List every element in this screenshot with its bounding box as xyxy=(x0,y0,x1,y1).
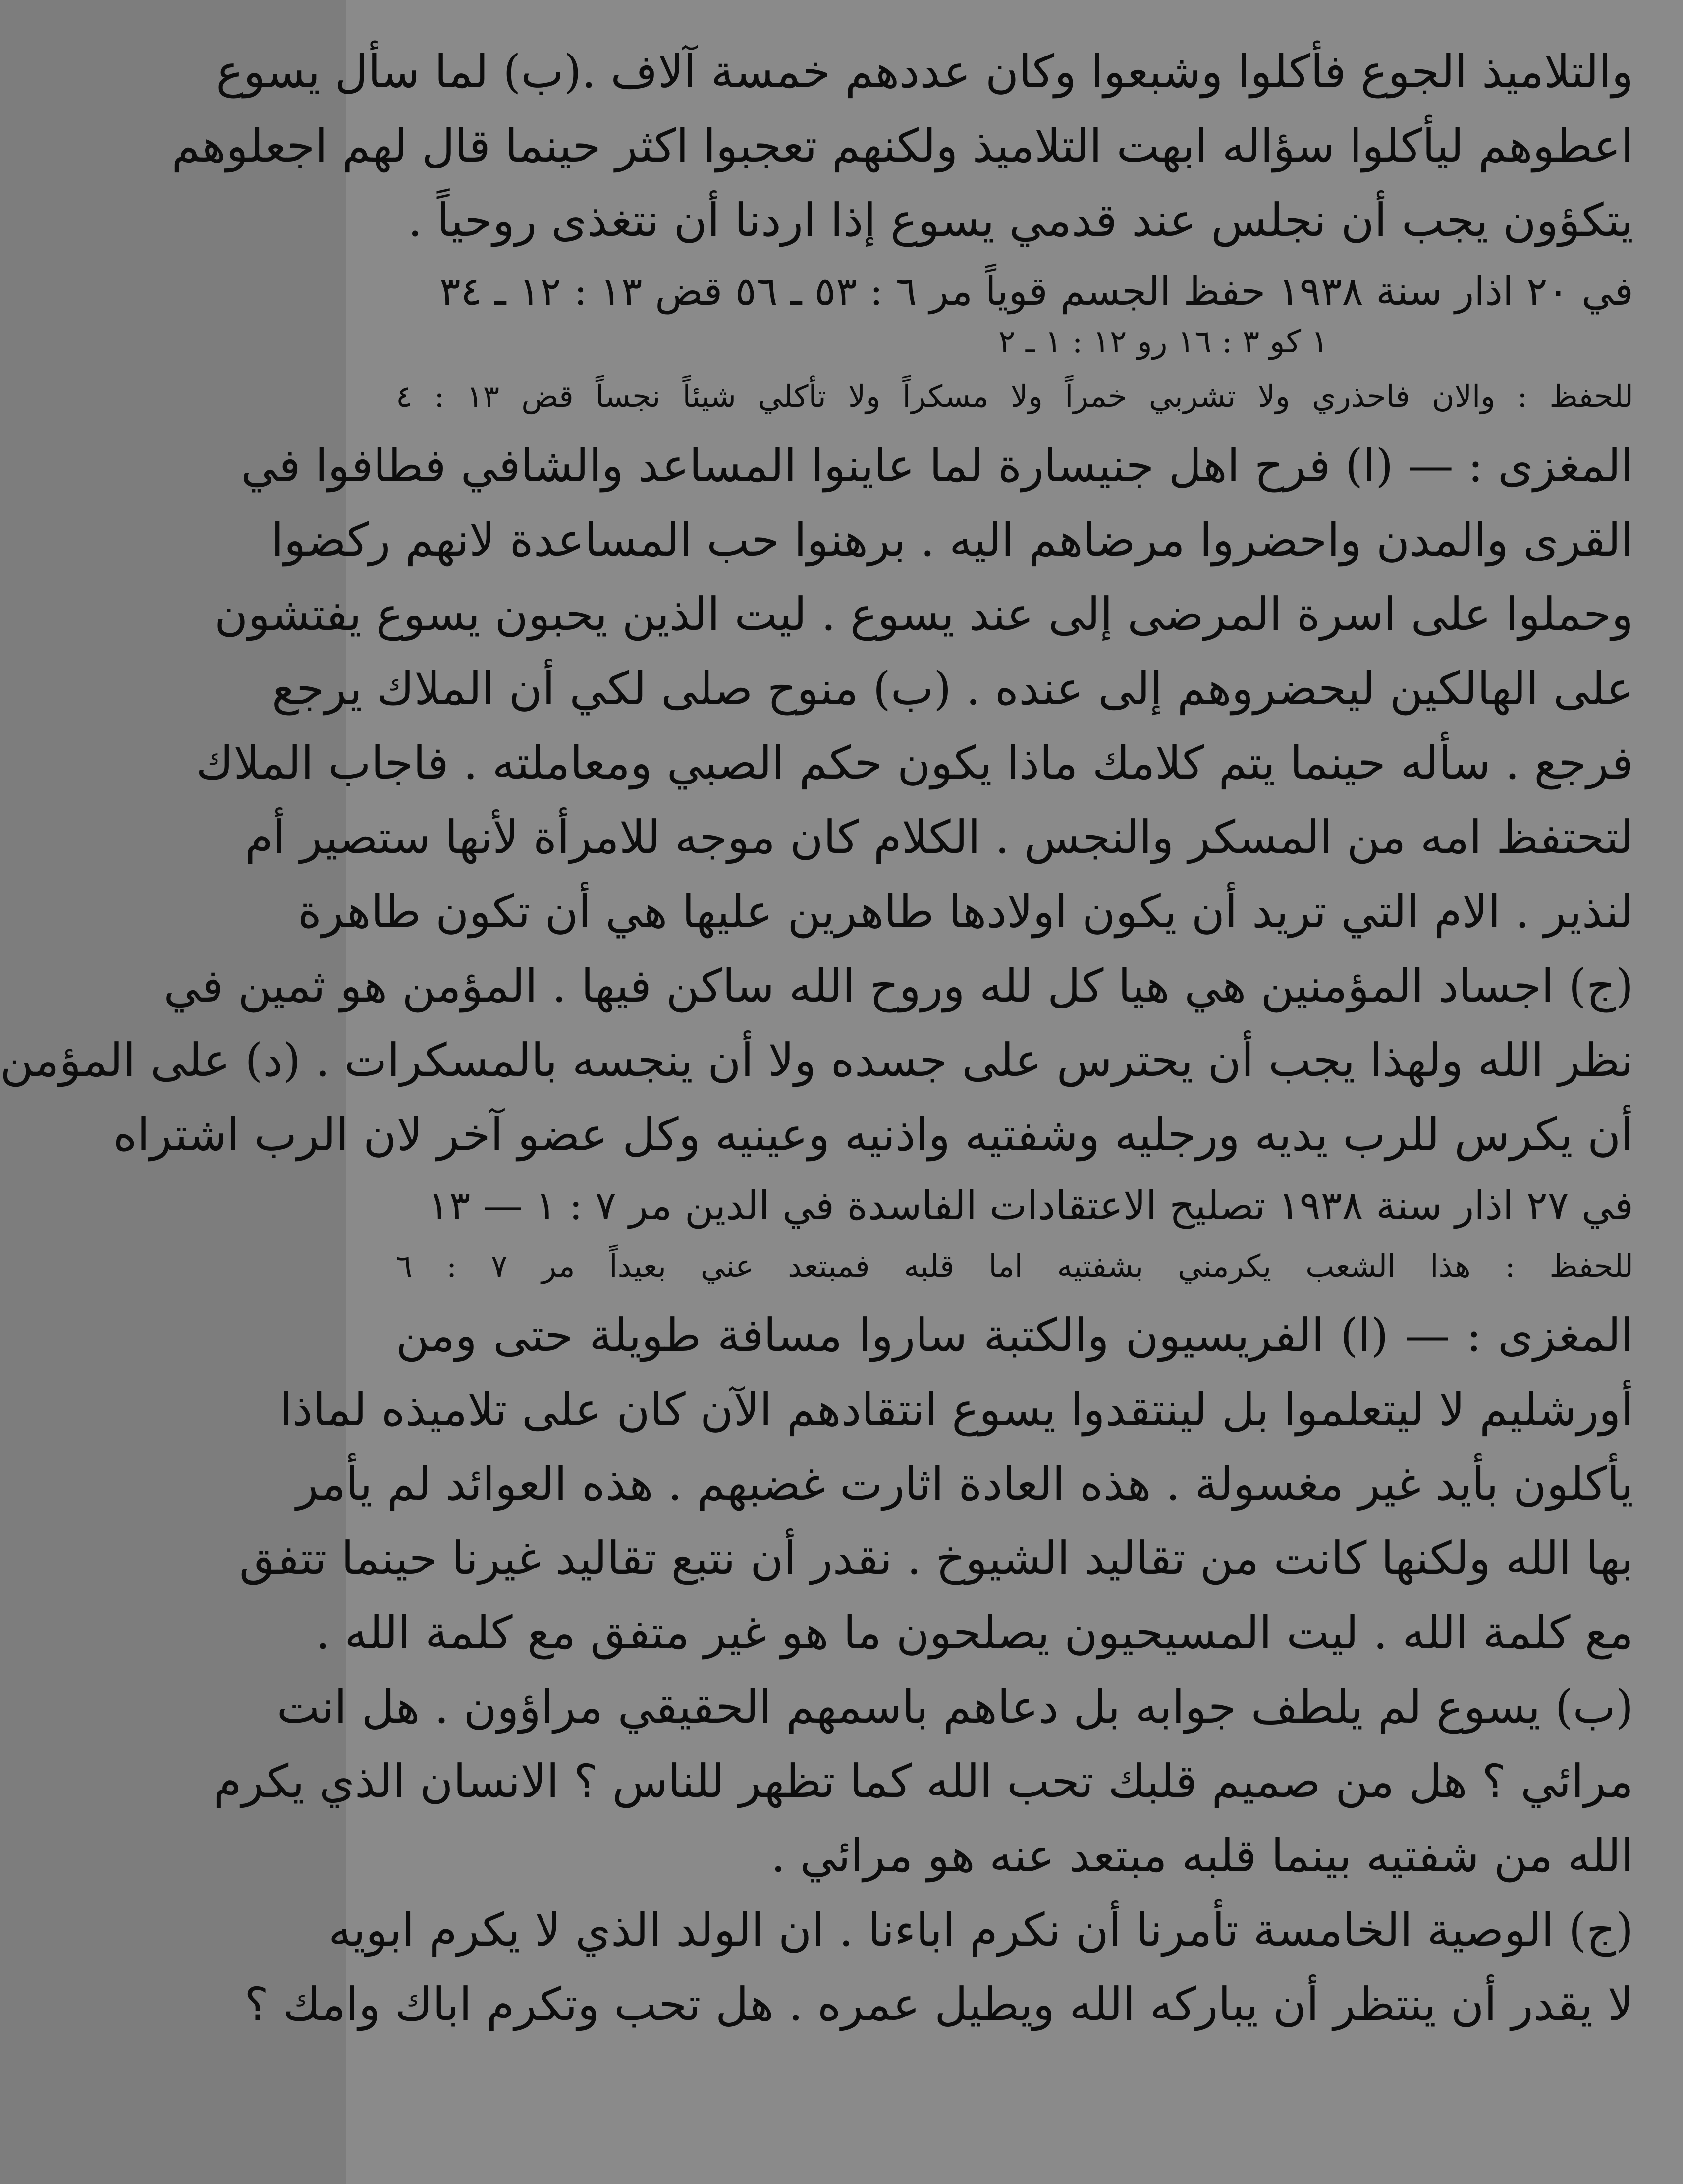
text-line: أورشليم لا ليتعلموا بل لينتقدوا يسوع انتقادهم الآن كان على تلاميذه لماذا xyxy=(279,1383,1633,1436)
text-line: المغزى : — (ا) فرح اهل جنيسارة لما عاينوا المساعد والشافي فطافوا في xyxy=(241,439,1633,492)
text-line: يأكلون بأيد غير مغسولة . هذه العادة اثارت غضبهم . هذه العوائد لم يأمر xyxy=(296,1457,1633,1511)
lesson-march-27 xyxy=(213,1177,1633,2042)
text-line: المغزى : — (ا) الفريسيون والكتبة ساروا مسافة طويلة حتى ومن xyxy=(396,1309,1633,1362)
text-line: والتلاميذ الجوع فأكلوا وشبعوا وكان عددهم خمسة آلاف .(ب) لما سأل يسوع xyxy=(216,45,1633,98)
text-line: مرائي ؟ هل من صميم قلبك تحب الله كما تظهر للناس ؟ الانسان الذي يكرم xyxy=(213,1755,1633,1808)
text-line: على الهالكين ليحضروهم إلى عنده . (ب) منوح صلى لكي أن الملاك يرجع xyxy=(271,662,1633,715)
text-line: (ب) يسوع لم يلطف جوابه بل دعاهم باسمهم الحقيقي مراؤون . هل انت xyxy=(276,1680,1633,1734)
text-line: (ج) الوصية الخامسة تأمرنا أن نكرم اباءنا . ان الولد الذي لا يكرم ابويه xyxy=(328,1904,1633,1957)
memory-verse: للحفظ : هذا الشعب يكرمني بشفتيه اما قلبه فمبتعد عني بعيداً مر ٧ : ٦ xyxy=(396,1248,1633,1284)
memory-verse: للحفظ : والان فاحذري ولا تشربي خمراً ولا مسكراً ولا تأكلي شيئاً نجساً قض ١٣ : ٤ xyxy=(396,378,1633,414)
text-line: أن يكرس للرب يديه ورجليه وشفتيه واذنيه وعينيه وكل عضو آخر لان الرب اشتراه xyxy=(113,1108,1633,1161)
lesson-march-20 xyxy=(0,263,1633,1172)
section-continuation xyxy=(171,35,1633,258)
lesson-reference: في ٢٧ اذار سنة ١٩٣٨ تصليح الاعتقادات الفاسدة في الدين مر ٧ : ١ — ١٣ xyxy=(428,1182,1633,1229)
text-line: يتكؤون يجب أن نجلس عند قدمي يسوع إذا اردنا أن نتغذى روحياً . xyxy=(408,194,1633,247)
text-line: وحملوا على اسرة المرضى إلى عند يسوع . ليت الذين يحبون يسوع يفتشون xyxy=(214,588,1633,641)
text-line: (ج) اجساد المؤمنين هي هيا كل لله وروح الله ساكن فيها . المؤمن هو ثمين في xyxy=(163,959,1633,1012)
text-line: مع كلمة الله . ليت المسيحيون يصلحون ما هو غير متفق مع كلمة الله . xyxy=(315,1606,1633,1659)
text-line: فرجع . سأله حينما يتم كلامك ماذا يكون حكم الصبي ومعاملته . فاجاب الملاك xyxy=(196,736,1633,789)
text-line: بها الله ولكنها كانت من تقاليد الشيوخ . نقدر أن نتبع تقاليد غيرنا حينما تتفق xyxy=(239,1532,1633,1585)
text-line: القرى والمدن واحضروا مرضاهم اليه . برهنوا حب المساعدة لانهم ركضوا xyxy=(271,513,1633,566)
text-line: لا يقدر أن ينتظر أن يباركه الله ويطيل عمره . هل تحب وتكرم اباك وامك ؟ xyxy=(244,1978,1633,2031)
text-line: اعطوهم ليأكلوا سؤاله ابهت التلاميذ ولكنهم تعجبوا اكثر حينما قال لهم اجعلوهم xyxy=(171,119,1633,172)
text-line: لتحتفظ امه من المسكر والنجس . الكلام كان موجه للامرأة لأنها ستصير أم xyxy=(245,811,1633,864)
lesson-reference: في ٢٠ اذار سنة ١٩٣٨ حفظ الجسم قوياً مر ٦ : ٥٣ ـ ٥٦ قض ١٣ : ١٢ ـ ٣٤ xyxy=(439,268,1633,314)
text-line: الله من شفتيه بينما قلبه مبتعد عنه هو مرائي . xyxy=(771,1829,1633,1882)
text-line: لنذير . الام التي تريد أن يكون اولادها طاهرين عليها هي أن تكون طاهرة xyxy=(297,885,1633,938)
lesson-reference-extra: ١ كو ٣ : ١٦ رو ١٢ : ١ ـ ٢ xyxy=(998,324,1328,360)
text-line: نظر الله ولهذا يجب أن يحترس على جسده ولا أن ينجسه بالمسكرات . (د) على المؤمن xyxy=(0,1034,1633,1087)
